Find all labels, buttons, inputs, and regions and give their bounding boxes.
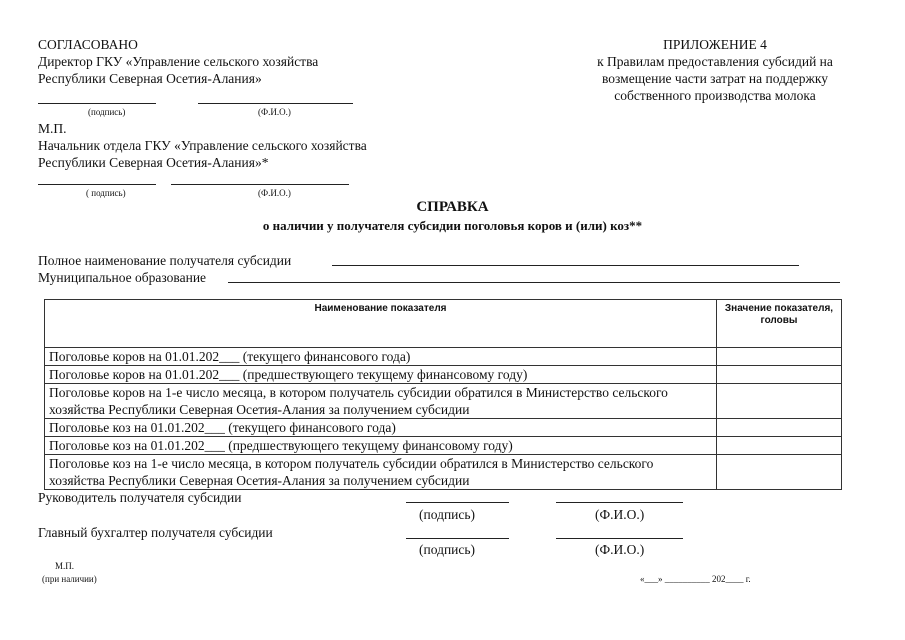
value-cell[interactable] (717, 366, 842, 384)
head-sign-caption: ( подпись) (86, 188, 126, 198)
accountant-label: Главный бухгалтер получателя субсидии (38, 525, 273, 540)
document-subtitle: о наличии у получателя субсидии поголовья коров и (или) коз** (262, 218, 643, 233)
head-line-2: Республики Северная Осетия-Алания»* (38, 155, 269, 170)
head-line-1: Начальник отдела ГКУ «Управление сельского хозяйства (38, 138, 367, 153)
head-signature-line[interactable] (38, 184, 156, 185)
value-cell[interactable] (717, 437, 842, 455)
appendix-block (560, 36, 870, 104)
director-line-1: Директор ГКУ «Управление сельского хозяйства (38, 54, 319, 69)
accountant-sign-line[interactable] (406, 538, 509, 539)
director-signature-line[interactable] (38, 103, 156, 104)
appendix-line-1: к Правилам предоставления субсидий на (597, 54, 833, 69)
head-recipient-fio-line[interactable] (556, 502, 683, 503)
value-cell[interactable] (717, 384, 842, 419)
indicator-table (44, 299, 842, 490)
director-fio-line[interactable] (198, 103, 353, 104)
accountant-fio-line[interactable] (556, 538, 683, 539)
head-recipient-sign-caption: (подпись) (419, 507, 476, 522)
value-cell[interactable] (717, 348, 842, 366)
director-fio-caption: (Ф.И.О.) (258, 107, 291, 117)
stamp-note: (при наличии) (42, 574, 97, 584)
head-recipient-fio-caption: (Ф.И.О.) (595, 507, 645, 522)
appendix-line-2: возмещение части затрат на поддержку (602, 71, 828, 86)
value-cell[interactable] (717, 419, 842, 437)
director-sign-caption: (подпись) (88, 107, 126, 117)
head-recipient-label: Руководитель получателя субсидии (38, 490, 242, 505)
table-row: Поголовье коз на 1-е число месяца, в котором получатель субсидии обратился в Министерство сельского хозяйства Республики Северная Осетия-Алания за получением субсидии (45, 455, 717, 490)
recipient-input-line[interactable] (332, 265, 799, 266)
appendix-line-3: собственного производства молока (614, 88, 816, 103)
stamp-mark-bottom: М.П. (55, 561, 75, 571)
head-recipient-sign-line[interactable] (406, 502, 509, 503)
accountant-fio-caption: (Ф.И.О.) (595, 542, 645, 557)
table-row: Поголовье коров на 01.01.202___ (текущего финансового года) (45, 348, 717, 366)
date-field[interactable]: «___» __________ 202____ г. (640, 574, 751, 584)
approval-title: СОГЛАСОВАНО (38, 37, 138, 52)
table-row: Поголовье коз на 01.01.202___ (текущего финансового года) (45, 419, 717, 437)
col-header-indicator: Наименование показателя (45, 300, 717, 348)
table-row: Поголовье коров на 01.01.202___ (предшествующего текущему финансовому году) (45, 366, 717, 384)
value-cell[interactable] (717, 455, 842, 490)
stamp-mark: М.П. (38, 121, 67, 136)
recipient-label: Полное наименование получателя субсидии (38, 253, 292, 268)
head-fio-line[interactable] (171, 184, 349, 185)
accountant-sign-caption: (подпись) (419, 542, 476, 557)
document-title: СПРАВКА (416, 199, 489, 215)
table-row: Поголовье коров на 1-е число месяца, в котором получатель субсидии обратился в Министерство сельского хозяйства Республики Северная Осетия-Алания за получением субсидии (45, 384, 717, 419)
municipality-input-line[interactable] (228, 282, 840, 283)
col-header-value: Значение показателя, головы (717, 300, 842, 348)
appendix-title: ПРИЛОЖЕНИЕ 4 (663, 37, 767, 52)
table-row: Поголовье коз на 01.01.202___ (предшествующего текущему финансовому году) (45, 437, 717, 455)
head-fio-caption: (Ф.И.О.) (258, 188, 291, 198)
director-line-2: Республики Северная Осетия-Алания» (38, 71, 262, 86)
municipality-label: Муниципальное образование (38, 270, 207, 285)
